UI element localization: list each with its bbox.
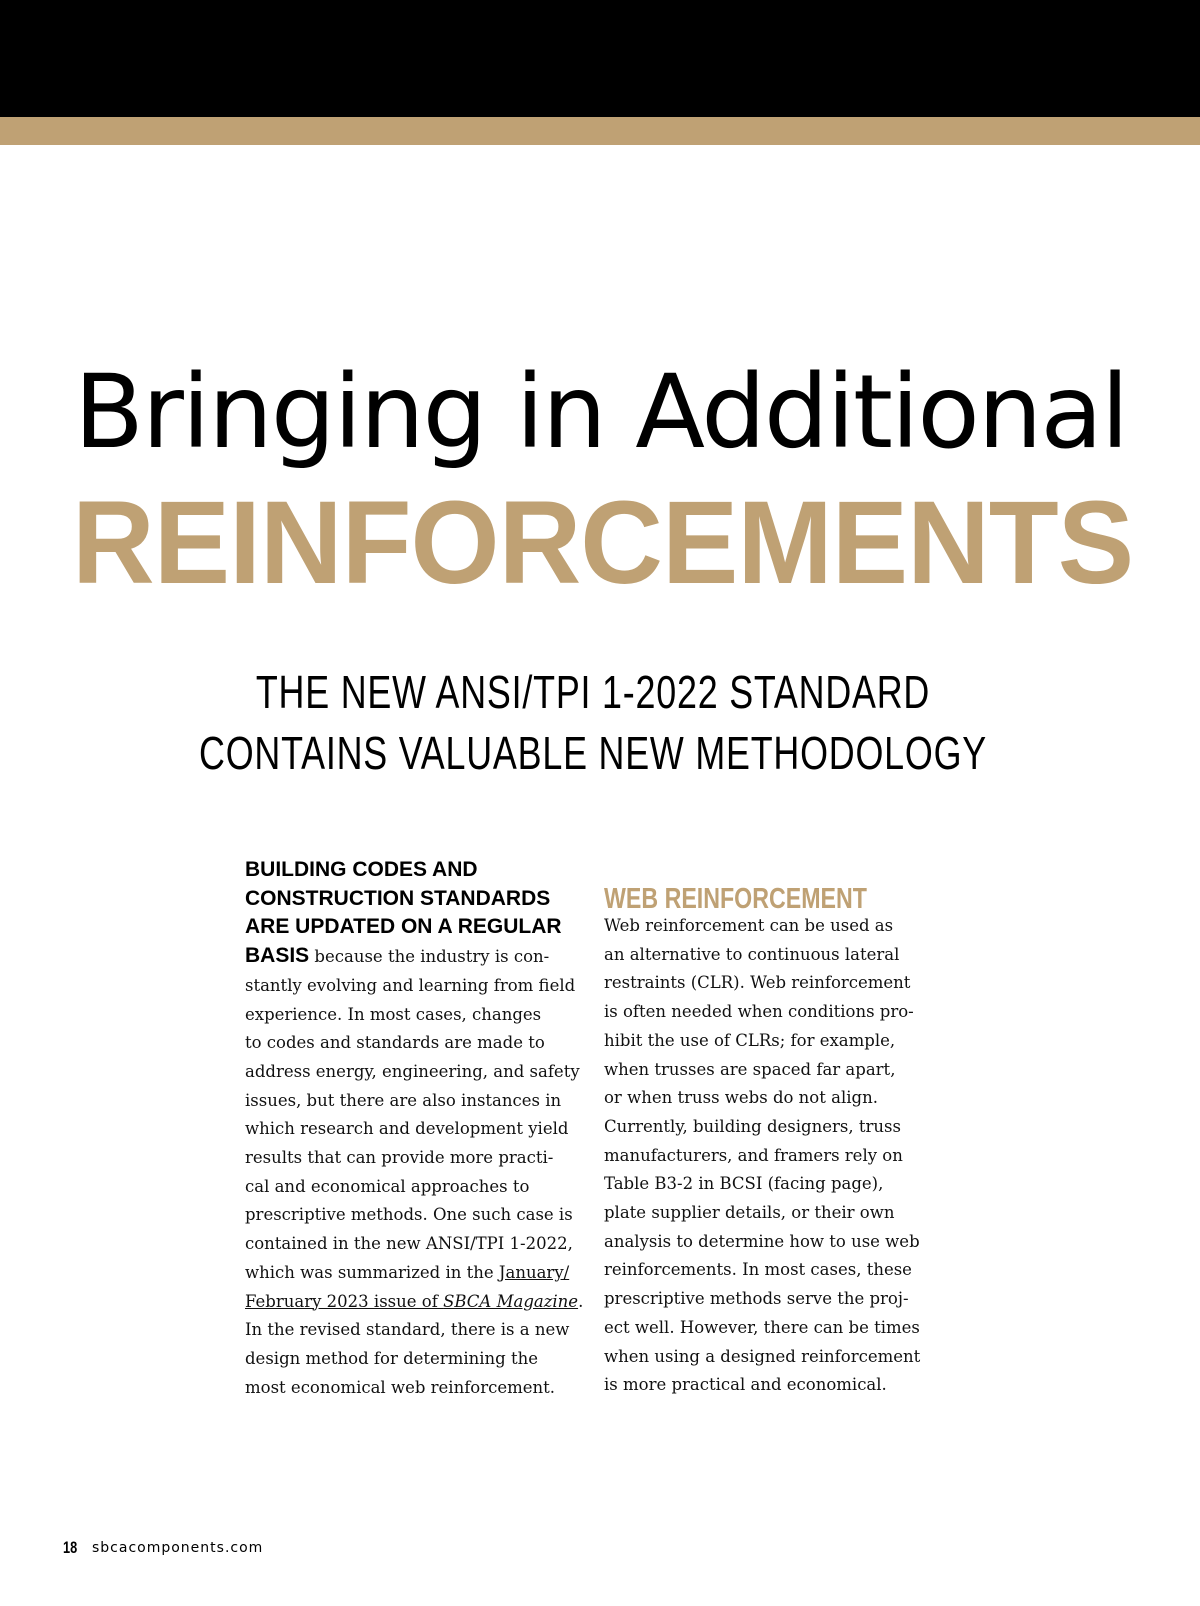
body-text-line: to codes and standards are made to bbox=[245, 1033, 545, 1053]
lead-in-line: BASIS bbox=[245, 944, 310, 968]
body-text-line: which was summarized in the bbox=[245, 1262, 499, 1282]
body-text-line: manufacturers, and framers rely on bbox=[604, 1145, 903, 1165]
body-text-line: hibit the use of CLRs; for example, bbox=[604, 1030, 896, 1050]
body-text-line: when using a designed reinforcement bbox=[604, 1346, 921, 1366]
body-column-left bbox=[245, 856, 590, 1402]
body-text-line: because the industry is con- bbox=[309, 947, 550, 967]
body-text-line: an alternative to continuous lateral bbox=[604, 944, 900, 964]
body-text-line: design method for determining the bbox=[245, 1348, 538, 1368]
body-text-line: restraints (CLR). Web reinforcement bbox=[604, 973, 911, 993]
subtitle-line-1: THE NEW ANSI/TPI 1-2022 STANDARD bbox=[255, 666, 931, 718]
body-text-line: when trusses are spaced far apart, bbox=[604, 1059, 896, 1079]
body-text-line: address energy, engineering, and safety bbox=[245, 1061, 580, 1081]
body-text-line: is more practical and economical. bbox=[604, 1375, 887, 1395]
lead-in-line: CONSTRUCTION STANDARDS bbox=[245, 886, 551, 910]
header-black-band bbox=[0, 0, 1200, 117]
body-text-line: or when truss webs do not align. bbox=[604, 1088, 878, 1108]
magazine-issue-link-text: February 2023 issue of bbox=[245, 1291, 444, 1311]
lead-in-line: BUILDING CODES AND bbox=[245, 858, 478, 881]
body-column-right bbox=[604, 880, 944, 1400]
magazine-issue-link[interactable]: January/ bbox=[498, 1262, 570, 1282]
body-text-line: results that can provide more practi- bbox=[245, 1148, 554, 1168]
body-text-line: is often needed when conditions pro- bbox=[604, 1002, 914, 1022]
article-subtitle bbox=[0, 662, 1186, 784]
subtitle-line-2: CONTAINS VALUABLE NEW METHODOLOGY bbox=[199, 727, 987, 779]
lead-in-line: ARE UPDATED ON A REGULAR bbox=[245, 915, 562, 939]
body-text-line: cal and economical approaches to bbox=[245, 1176, 530, 1196]
body-text-line: contained in the new ANSI/TPI 1-2022, bbox=[245, 1234, 573, 1254]
body-text-line: prescriptive methods serve the proj- bbox=[604, 1289, 909, 1309]
body-text-line: prescriptive methods. One such case is bbox=[245, 1205, 573, 1225]
body-text-line: issues, but there are also instances in bbox=[245, 1090, 562, 1110]
body-text-line: reinforcements. In most cases, these bbox=[604, 1260, 912, 1280]
magazine-name: SBCA Magazine bbox=[443, 1291, 579, 1311]
section-heading: WEB REINFORCEMENT bbox=[604, 883, 867, 915]
body-text-line: most economical web reinforcement. bbox=[245, 1377, 556, 1397]
body-text-line: In the revised standard, there is a new bbox=[245, 1320, 570, 1340]
body-text-punctuation: . bbox=[578, 1291, 584, 1311]
body-text-line: stantly evolving and learning from field bbox=[245, 975, 576, 995]
article-title: Bringing in Additional bbox=[74, 353, 1128, 472]
page-number: 18 bbox=[63, 1538, 78, 1557]
article-title-highlight: REINFORCEMENTS bbox=[72, 477, 1134, 609]
body-text-line: ect well. However, there can be times bbox=[604, 1317, 920, 1337]
body-text-line: Currently, building designers, truss bbox=[604, 1116, 901, 1136]
body-text-line: Web reinforcement can be used as bbox=[604, 916, 894, 935]
body-text-line: experience. In most cases, changes bbox=[245, 1004, 542, 1024]
body-text-line: analysis to determine how to use web bbox=[604, 1231, 920, 1251]
footer-url[interactable]: sbcacomponents.com bbox=[92, 1540, 264, 1556]
body-text-line: Table B3-2 in BCSI (facing page), bbox=[604, 1174, 884, 1194]
body-text-line: plate supplier details, or their own bbox=[604, 1203, 895, 1223]
header-gold-stripe bbox=[0, 117, 1200, 145]
magazine-issue-link[interactable] bbox=[245, 1292, 578, 1311]
body-text-line: which research and development yield bbox=[245, 1119, 569, 1139]
